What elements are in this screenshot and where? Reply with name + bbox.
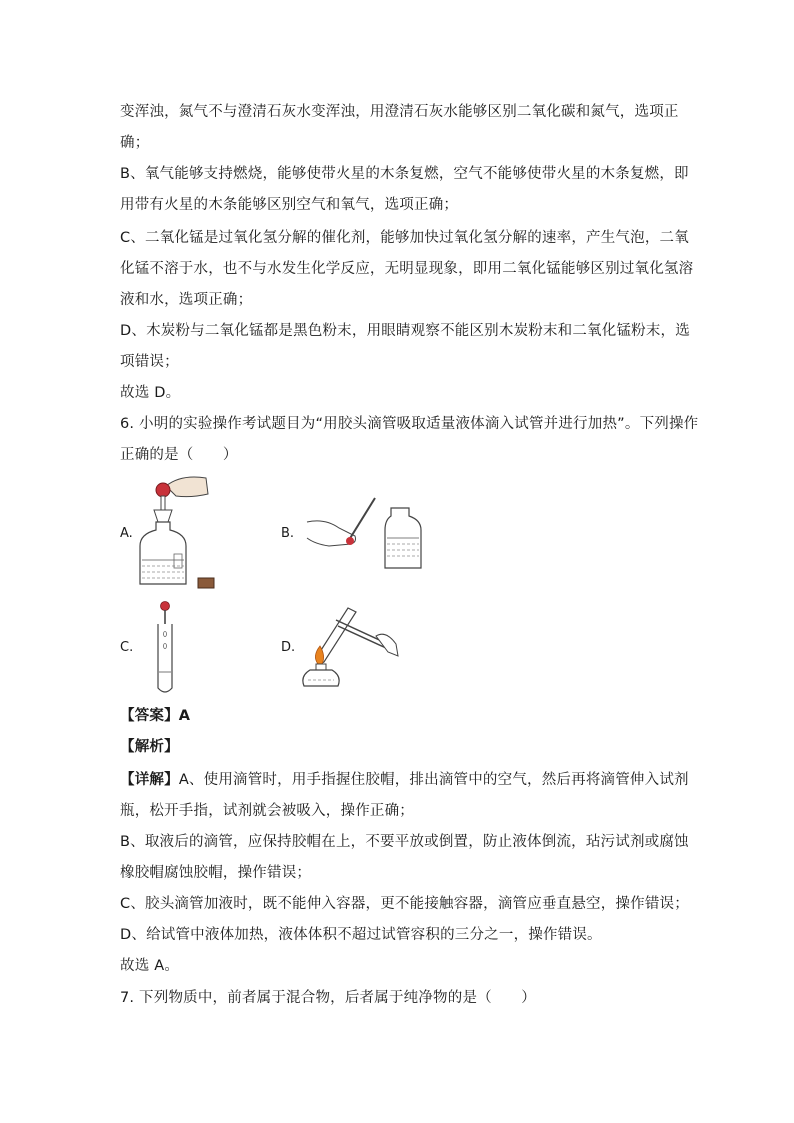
- detail-label: 【详解】: [120, 772, 179, 788]
- text-line: D、木炭粉与二氧化锰都是黑色粉末，用眼睛观察不能区别木炭粉末和二氧化锰粉末，选: [120, 323, 690, 339]
- answer-heading: 【答案】A: [120, 708, 191, 724]
- option-d-label: D.: [281, 640, 296, 655]
- detail-line: 橡胶帽腐蚀胶帽，操作错误；: [120, 865, 312, 881]
- option-a-illustration: [136, 472, 226, 592]
- text-line: 确；: [120, 135, 150, 151]
- detail-line: 瓶，松开手指，试剂就会被吸入，操作正确；: [120, 803, 414, 819]
- option-b-illustration: [305, 492, 425, 572]
- option-b-label: B.: [281, 526, 295, 541]
- text-line: 液和水，选项正确；: [120, 292, 253, 308]
- option-c-label: C.: [120, 640, 134, 655]
- text-line: B、氧气能够支持燃烧，能够使带火星的木条复燃，空气不能够使带火星的木条复燃，即: [120, 166, 689, 182]
- analysis-heading: 【解析】: [120, 739, 179, 755]
- detail-line: D、给试管中液体加热，液体体积不超过试管容积的三分之一，操作错误。: [120, 927, 602, 943]
- question-7-stem: 7. 下列物质中，前者属于混合物，后者属于纯净物的是（ ）: [120, 990, 536, 1006]
- option-d-illustration: [300, 600, 404, 692]
- option-c-illustration: [150, 598, 180, 696]
- text-line: 化锰不溶于水，也不与水发生化学反应，无明显现象，即用二氧化锰能够区别过氧化氢溶: [120, 261, 694, 277]
- text-line: 用带有火星的木条能够区别空气和氧气，选项正确；: [120, 197, 459, 213]
- option-a-label: A.: [120, 526, 133, 541]
- detail-line: 故选 A。: [120, 958, 180, 974]
- question-stem: 6. 小明的实验操作考试题目为“用胶头滴管吸取适量液体滴入试管并进行加热”。下列操作: [120, 416, 699, 432]
- detail-line: C、胶头滴管加液时，既不能伸入容器，更不能接触容器，滴管应垂直悬空，操作错误；: [120, 896, 689, 912]
- text-line: 项错误；: [120, 354, 179, 370]
- detail-text: A、使用滴管时，用手指握住胶帽，排出滴管中的空气，然后再将滴管伸入试剂: [178, 772, 689, 788]
- text-line: 故选 D。: [120, 385, 181, 401]
- detail-line: [120, 770, 689, 790]
- text-line: C、二氧化锰是过氧化氢分解的催化剂，能够加快过氧化氢分解的速率，产生气泡，二氧: [120, 230, 689, 246]
- detail-line: B、取液后的滴管，应保持胶帽在上，不要平放或倒置，防止液体倒流，玷污试剂或腐蚀: [120, 834, 689, 850]
- question-stem: 正确的是（ ）: [120, 447, 238, 463]
- text-line: 变浑浊，氮气不与澄清石灰水变浑浊，用澄清石灰水能够区别二氧化碳和氮气，选项正: [120, 104, 679, 120]
